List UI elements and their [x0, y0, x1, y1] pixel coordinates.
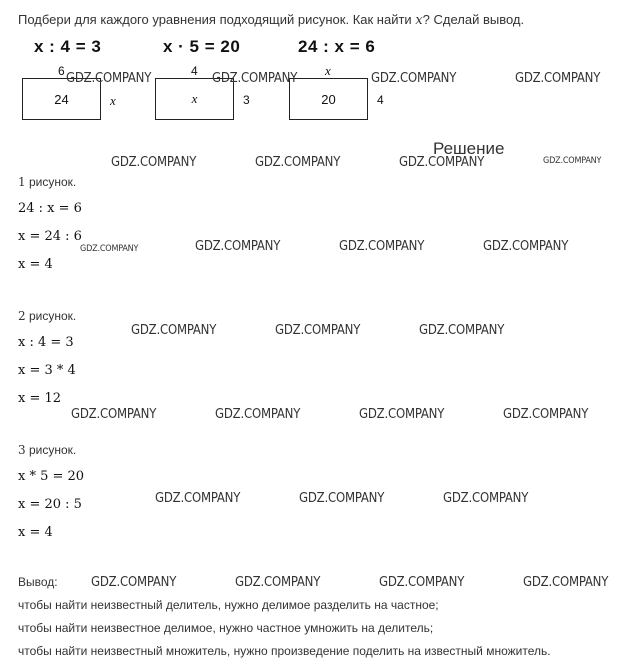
- part-3-line-1: x * 5 = 20: [18, 469, 85, 484]
- part-1-line-2: x = 24 : 6: [18, 229, 82, 244]
- figure-3-top-label: x: [325, 63, 331, 78]
- watermark: GDZ.COMPANY: [71, 407, 157, 422]
- equation-2: x · 5 = 20: [163, 37, 241, 56]
- part-3-label: [18, 443, 76, 457]
- watermark: GDZ.COMPANY: [523, 575, 609, 590]
- figure-2-inside-label: x: [191, 91, 198, 106]
- watermark: GDZ.COMPANY: [299, 491, 385, 506]
- part-2-number: 2: [18, 309, 26, 323]
- task-text-end: ? Сделай вывод.: [422, 12, 525, 27]
- watermark: GDZ.COMPANY: [111, 155, 197, 170]
- watermark: GDZ.COMPANY: [195, 239, 281, 254]
- equation-1: x : 4 = 3: [34, 37, 102, 56]
- part-3-label-text: рисунок.: [25, 443, 77, 457]
- watermark: GDZ.COMPANY: [275, 323, 361, 338]
- figure-1-inside-label: 24: [54, 91, 69, 107]
- part-2-line-1: x : 4 = 3: [18, 335, 74, 350]
- watermark: GDZ.COMPANY: [80, 244, 139, 254]
- conclusion-line-2: чтобы найти неизвестное делимое, нужно частное умножить на делитель;: [18, 621, 434, 635]
- watermark: GDZ.COMPANY: [339, 239, 425, 254]
- figure-1-top-label: 6: [58, 64, 65, 78]
- conclusion-line-1: чтобы найти неизвестный делитель, нужно делимое разделить на частное;: [18, 598, 439, 612]
- figure-1-side-label: x: [110, 93, 116, 108]
- watermark: GDZ.COMPANY: [66, 71, 152, 86]
- watermark: GDZ.COMPANY: [503, 407, 589, 422]
- watermark: GDZ.COMPANY: [235, 575, 321, 590]
- watermark: GDZ.COMPANY: [212, 71, 298, 86]
- conclusion-line-3: чтобы найти неизвестный множитель, нужно произведение поделить на известный множитель.: [18, 644, 551, 658]
- watermark: GDZ.COMPANY: [443, 491, 529, 506]
- part-3-line-2: x = 20 : 5: [18, 497, 82, 512]
- watermark: GDZ.COMPANY: [215, 407, 301, 422]
- watermark: GDZ.COMPANY: [131, 323, 217, 338]
- part-3-number: 3: [18, 443, 26, 457]
- part-2-line-2: x = 3 * 4: [18, 363, 76, 378]
- watermark: GDZ.COMPANY: [399, 155, 485, 170]
- equation-3: 24 : x = 6: [298, 37, 376, 56]
- watermark: GDZ.COMPANY: [359, 407, 445, 422]
- figure-3-side-label: 4: [377, 93, 384, 107]
- watermark: GDZ.COMPANY: [155, 491, 241, 506]
- watermark: GDZ.COMPANY: [543, 156, 602, 166]
- task-text-start: Подбери для каждого уравнения подходящий рисунок. Как найти: [18, 12, 416, 27]
- part-1-label-text: рисунок.: [25, 175, 77, 189]
- figure-3-rectangle: [289, 78, 368, 120]
- part-3-line-3: x = 4: [18, 525, 53, 540]
- figure-2-side-label: 3: [243, 93, 250, 107]
- watermark: GDZ.COMPANY: [483, 239, 569, 254]
- solution-title: Решение: [433, 139, 505, 158]
- watermark: GDZ.COMPANY: [379, 575, 465, 590]
- part-1-line-1: 24 : x = 6: [18, 201, 82, 216]
- watermark: GDZ.COMPANY: [419, 323, 505, 338]
- part-1-label: [18, 175, 76, 189]
- figure-3-inside-label: 20: [321, 91, 336, 107]
- part-1-number: 1: [18, 175, 26, 189]
- conclusion-label: Вывод:: [18, 575, 58, 589]
- part-1-line-3: x = 4: [18, 257, 53, 272]
- figure-2-top-label: 4: [191, 64, 198, 78]
- task-variable: x: [415, 13, 423, 28]
- watermark: GDZ.COMPANY: [371, 71, 457, 86]
- task-statement: [18, 12, 524, 28]
- part-2-label-text: рисунок.: [25, 309, 77, 323]
- watermark: GDZ.COMPANY: [255, 155, 341, 170]
- part-2-line-3: x = 12: [18, 391, 62, 406]
- part-2-label: [18, 309, 76, 323]
- watermark: GDZ.COMPANY: [91, 575, 177, 590]
- watermark: GDZ.COMPANY: [515, 71, 601, 86]
